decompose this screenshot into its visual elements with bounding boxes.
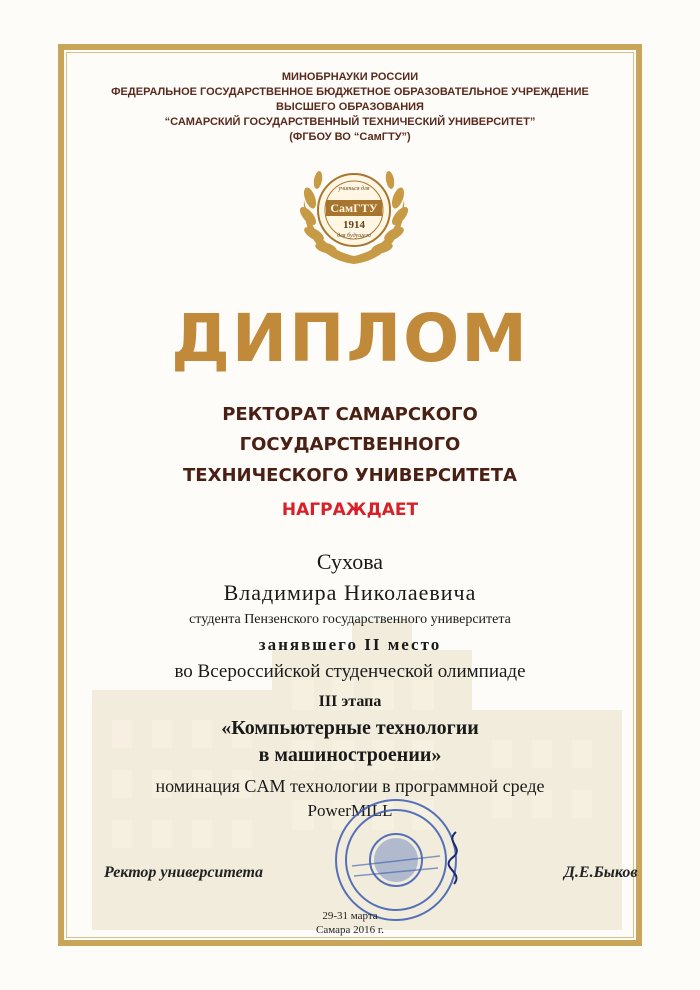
- logo-year: 1914: [343, 219, 365, 231]
- header-line-university: “САМАРСКИЙ ГОСУДАРСТВЕННЫЙ ТЕХНИЧЕСКИЙ УНИВЕРСИТЕТ”: [164, 116, 536, 128]
- recipient-affiliation: студента Пензенского государственного университета: [189, 612, 511, 627]
- logo-name: СамГТУ: [330, 201, 378, 215]
- nomination: номинация CAM технологии в программной среде: [155, 776, 545, 796]
- topic-line-1: «Компьютерные технологии: [221, 717, 479, 739]
- signature-scribble: [436, 828, 476, 888]
- recipient-surname: Сухова: [316, 549, 384, 574]
- recipient-place: занявшего II место: [258, 635, 442, 654]
- logo-motto-bottom: для будущего: [337, 233, 371, 239]
- rectorat-line-2: ГОСУДАРСТВЕННОГО: [239, 434, 461, 455]
- recipient-name: Владимира Николаевича: [223, 580, 477, 605]
- header-line-abbrev: (ФГБОУ ВО “СамГТУ”): [289, 131, 411, 143]
- rectorat-line-1: РЕКТОРАТ САМАРСКОГО: [222, 404, 478, 425]
- place-year: Самара 2016 г.: [316, 924, 384, 936]
- event-stage: III этапа: [318, 693, 382, 710]
- topic-line-2: в машиностроении»: [258, 744, 442, 766]
- software: PowerMILL: [307, 801, 393, 820]
- rector-title: Ректор университета: [104, 864, 263, 881]
- event-dates: 29-31 марта: [322, 910, 378, 922]
- diploma-title: ДИПЛОМ: [171, 300, 529, 377]
- logo-motto-top: учиться для: [338, 186, 370, 192]
- awards-label: НАГРАЖДАЕТ: [281, 500, 419, 520]
- header-line-institution: ФЕДЕРАЛЬНОЕ ГОСУДАРСТВЕННОЕ БЮДЖЕТНОЕ ОБРАЗОВАТЕЛЬНОЕ УЧРЕЖДЕНИЕ: [111, 86, 589, 98]
- event-name: во Всероссийской студенческой олимпиаде: [174, 661, 526, 682]
- rectorat-line-3: ТЕХНИЧЕСКОГО УНИВЕРСИТЕТА: [183, 465, 517, 486]
- header-line-level: ВЫСШЕГО ОБРАЗОВАНИЯ: [276, 101, 424, 113]
- header-line-ministry: МИНОБРНАУКИ РОССИИ: [281, 71, 419, 83]
- rector-name: Д.Е.Быков: [564, 864, 638, 881]
